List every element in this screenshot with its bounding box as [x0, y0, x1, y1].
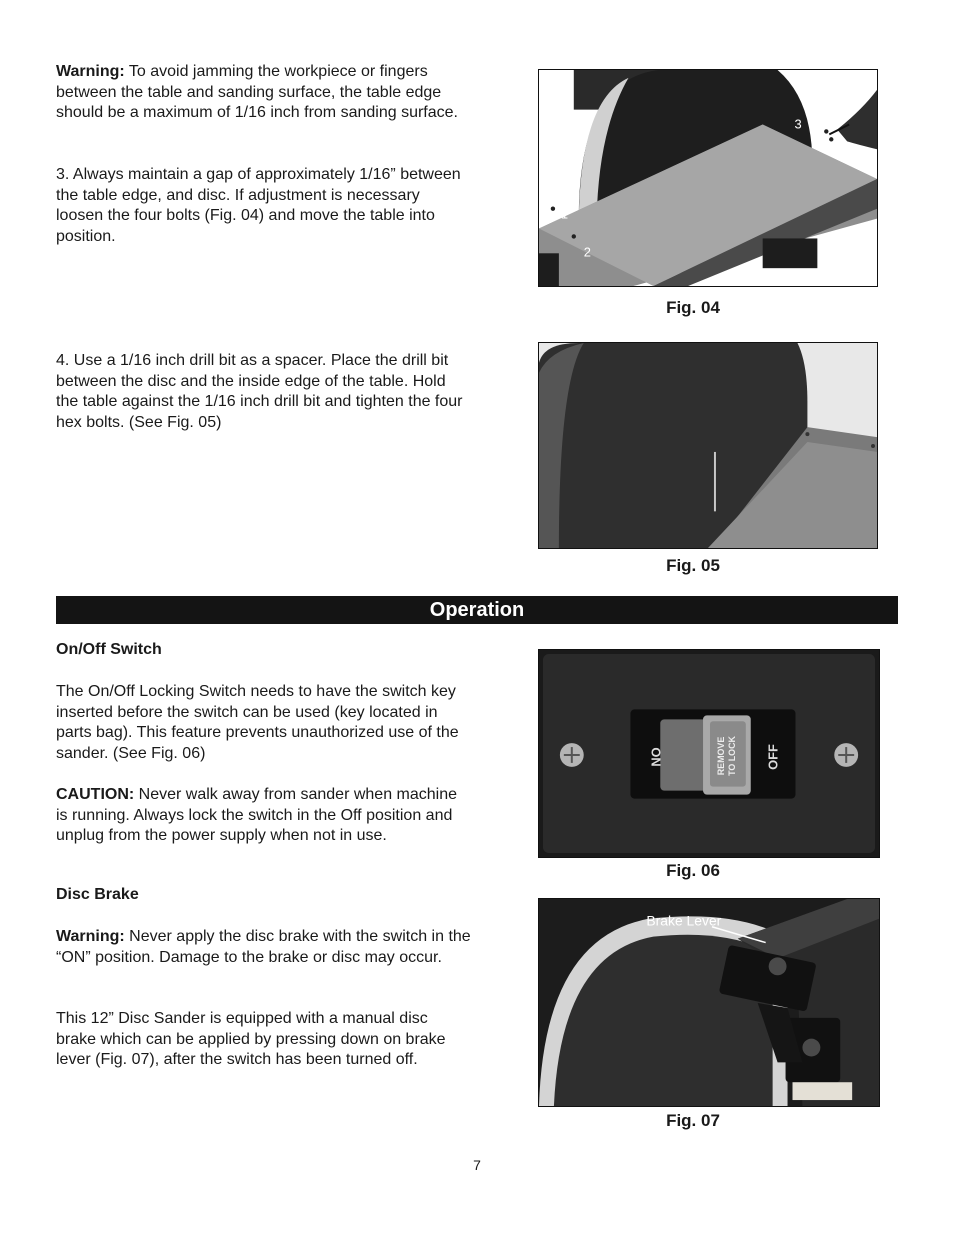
disc-brake-heading: Disc Brake — [56, 886, 139, 903]
brake-paragraph: This 12” Disc Sander is equipped with a manual disc brake which can be applied by pressing down on brake lever (Fig. 07), after the switch has been turned off. — [56, 1010, 446, 1069]
fig-06-image — [538, 649, 880, 858]
warning-paragraph — [56, 62, 471, 124]
page-number: 7 — [473, 1157, 481, 1173]
warning-label: Warning: — [56, 63, 125, 80]
step-3-paragraph: 3. Always maintain a gap of approximately 1/16” between the table edge, and disc. If adjustment is necessary loosen the four bolts (Fig. 04) and move the table into position. — [56, 166, 461, 245]
brake-lever-label: Brake Lever — [646, 912, 722, 929]
fig-07-image — [538, 898, 880, 1107]
callout-4: 4 — [821, 142, 829, 158]
step-4-paragraph: 4. Use a 1/16 inch drill bit as a spacer. Place the drill bit between the disc and the inside edge of the table. Hold the table against the 1/16 inch drill bit and tighten the four hex bolts. (See Fig. 05) — [56, 352, 463, 431]
switch-on-label: ON — [648, 747, 664, 767]
fig-06-caption: Fig. 06 — [666, 861, 720, 880]
on-off-switch-heading: On/Off Switch — [56, 641, 162, 658]
fig-04-image — [538, 69, 878, 287]
callout-2: 2 — [583, 244, 591, 260]
brake-warning-label: Warning: — [56, 928, 125, 945]
switch-paragraph: The On/Off Locking Switch needs to have the switch key inserted before the switch can be used (key located in parts bag). This feature prevents unauthorized use of the sander. (See Fig. 06) — [56, 683, 459, 762]
brake-warning-text: Never apply the disc brake with the switch in the “ON” position. Damage to the brake or disc may occur. — [56, 928, 471, 966]
switch-key-label-line2: TO LOCK — [726, 736, 737, 776]
switch-off-label: OFF — [765, 744, 781, 770]
fig-05-caption: Fig. 05 — [666, 556, 720, 575]
callout-3: 3 — [794, 116, 802, 132]
callout-1: 1 — [560, 206, 569, 222]
fig-05-image — [538, 342, 878, 549]
warning-text: To avoid jamming the workpiece or fingers between the table and sanding surface, the table edge should be a maximum of 1/16 inch from sanding surface. — [56, 63, 458, 122]
fig-04-caption: Fig. 04 — [666, 298, 720, 317]
operation-section-header: Operation — [56, 596, 898, 624]
caution-label: CAUTION: — [56, 786, 135, 803]
caution-paragraph — [56, 785, 471, 847]
brake-warning-paragraph — [56, 927, 471, 968]
switch-key-label-line1: REMOVE — [715, 736, 726, 776]
caution-text: Never walk away from sander when machine is running. Always lock the switch in the Off position and unplug from the power supply when not in use. — [56, 786, 458, 845]
fig-07-caption: Fig. 07 — [666, 1111, 720, 1130]
